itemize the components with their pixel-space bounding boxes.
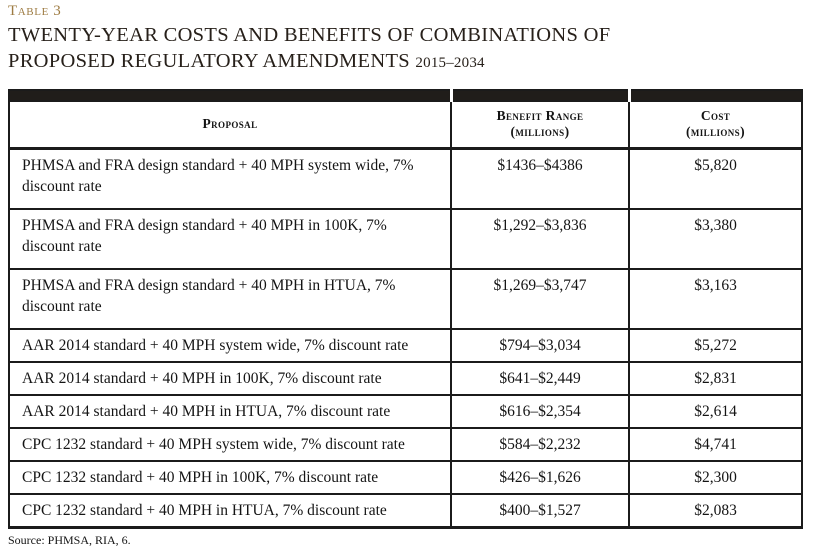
table-top-bar [9, 90, 802, 101]
column-header-cost [629, 101, 802, 149]
table-row [9, 461, 802, 494]
benefit-range-cell: $794–$3,034 [451, 329, 629, 362]
cost-cell: $5,820 [629, 149, 802, 210]
column-header-benefit-range [451, 101, 629, 149]
proposal-cell: CPC 1232 standard + 40 MPH in 100K, 7% discount rate [9, 461, 451, 494]
benefit-range-cell: $426–$1,626 [451, 461, 629, 494]
proposal-cell: AAR 2014 standard + 40 MPH system wide, 7% discount rate [9, 329, 451, 362]
cost-cell: $4,741 [629, 428, 802, 461]
column-header-sub: (millions) [510, 124, 570, 139]
table-title [8, 22, 813, 76]
benefit-range-cell: $1436–$4386 [451, 149, 629, 210]
table-header-row [9, 101, 802, 149]
benefit-range-cell: $641–$2,449 [451, 362, 629, 395]
top-bar-segment [451, 90, 629, 101]
table-row [9, 329, 802, 362]
benefit-range-cell: $400–$1,527 [451, 494, 629, 528]
column-header-label: Cost [700, 108, 731, 123]
table-row [9, 395, 802, 428]
table-title-years: 2015–2034 [415, 55, 485, 71]
top-bar-segment [9, 90, 451, 101]
table-row [9, 494, 802, 528]
cost-cell: $2,083 [629, 494, 802, 528]
column-header-label: Benefit Range [496, 108, 584, 123]
cost-cell: $2,300 [629, 461, 802, 494]
cost-cell: $3,163 [629, 269, 802, 329]
table-row [9, 269, 802, 329]
table-number-label: Table 3 [8, 3, 62, 19]
proposal-cell: PHMSA and FRA design standard + 40 MPH in HTUA, 7% discount rate [9, 269, 451, 329]
proposal-cell: AAR 2014 standard + 40 MPH in 100K, 7% discount rate [9, 362, 451, 395]
benefit-range-cell: $584–$2,232 [451, 428, 629, 461]
cost-cell: $2,614 [629, 395, 802, 428]
costs-benefits-table [8, 89, 803, 529]
proposal-cell: PHMSA and FRA design standard + 40 MPH system wide, 7% discount rate [9, 149, 451, 210]
proposal-cell: CPC 1232 standard + 40 MPH in HTUA, 7% discount rate [9, 494, 451, 528]
column-header-proposal [9, 101, 451, 149]
cost-cell: $2,831 [629, 362, 802, 395]
benefit-range-cell: $616–$2,354 [451, 395, 629, 428]
column-header-label: Proposal [202, 116, 258, 131]
top-bar-segment [629, 90, 802, 101]
proposal-cell: CPC 1232 standard + 40 MPH system wide, 7% discount rate [9, 428, 451, 461]
cost-cell: $5,272 [629, 329, 802, 362]
proposal-cell: PHMSA and FRA design standard + 40 MPH in 100K, 7% discount rate [9, 209, 451, 269]
benefit-range-cell: $1,292–$3,836 [451, 209, 629, 269]
table-row [9, 209, 802, 269]
proposal-cell: AAR 2014 standard + 40 MPH in HTUA, 7% discount rate [9, 395, 451, 428]
column-header-sub: (millions) [685, 124, 745, 139]
table-row [9, 149, 802, 210]
benefit-range-cell: $1,269–$3,747 [451, 269, 629, 329]
cost-cell: $3,380 [629, 209, 802, 269]
table-title-line2: PROPOSED REGULATORY AMENDMENTS [8, 50, 410, 72]
table-row [9, 428, 802, 461]
table-title-line1: TWENTY-YEAR COSTS AND BENEFITS OF COMBINATIONS OF [8, 24, 611, 46]
table-row [9, 362, 802, 395]
source-note: Source: PHMSA, RIA, 6. [8, 533, 131, 547]
